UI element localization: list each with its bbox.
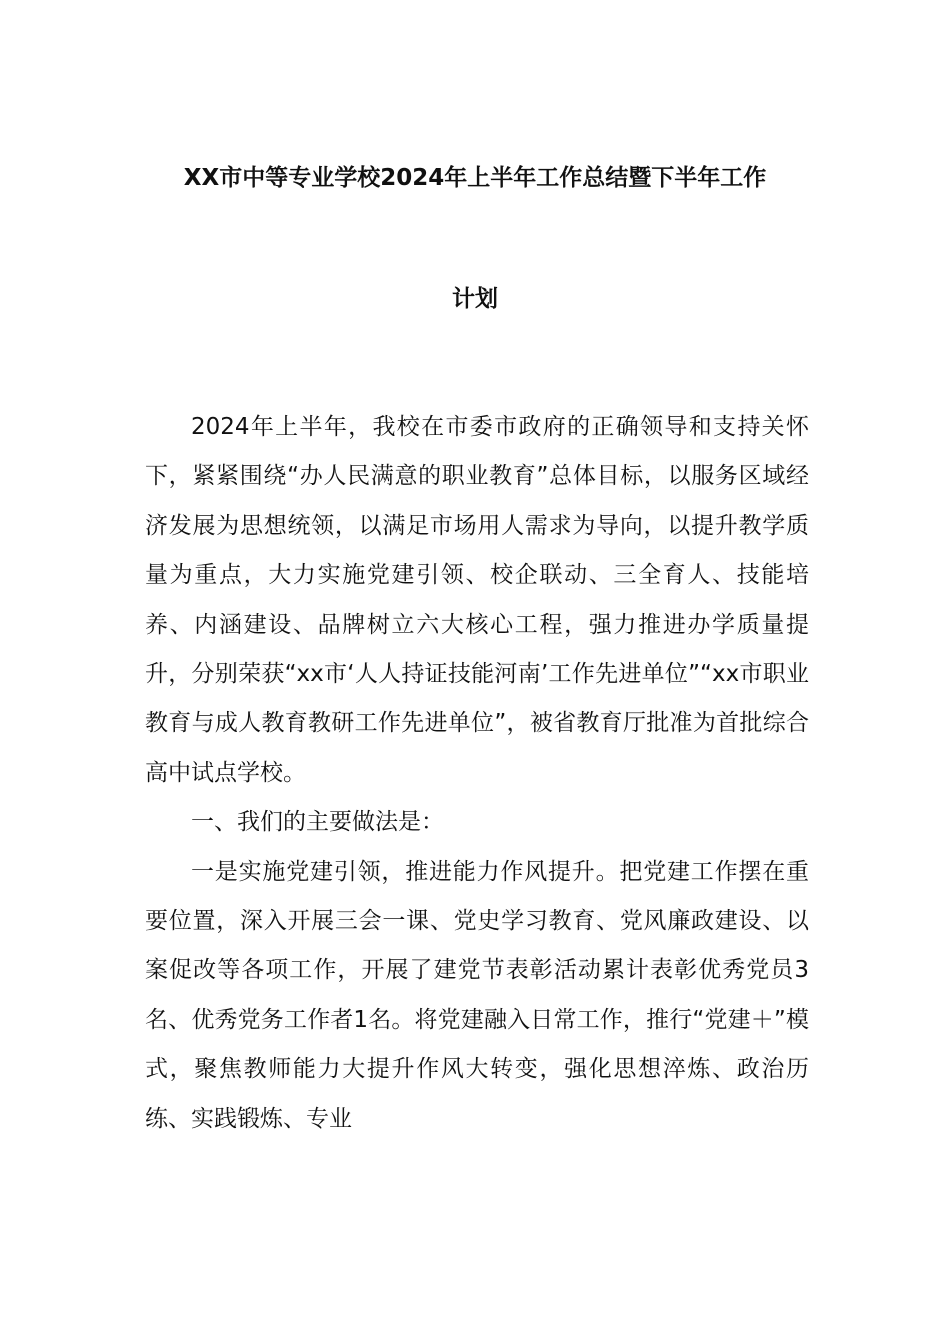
- document-title-line-1: XX市中等专业学校2024年上半年工作总结暨下半年工作: [183, 165, 767, 191]
- paragraph-party-building: 一是实施党建引领，推进能力作风提升。把党建工作摆在重要位置，深入开展三会一课、党史学习教育、党风廉政建设、以案促改等各项工作，开展了建党节表彰活动累计表彰优秀党员3名、优秀党务工作者1名。将党建融入日常工作，推行“党建＋”模式，聚焦教师能力大提升作风大转变，强化思想淬炼、政治历练、实践锻炼、专业: [145, 858, 809, 1132]
- paragraph-intro: 2024年上半年，我校在市委市政府的正确领导和支持关怀下，紧紧围绕“办人民满意的职业教育”总体目标，以服务区域经济发展为思想统领，以满足市场用人需求为导向，以提升教学质量为重点，大力实施党建引领、校企联动、三全育人、技能培养、内涵建设、品牌树立六大核心工程，强力推进办学质量提升，分别荣获“xx市‘人人持证技能河南’工作先进单位”“xx市职业教育与成人教育教研工作先进单位”，被省教育厅批准为首批综合高中试点学校。: [145, 414, 809, 786]
- document-title-line-2: 计划: [452, 286, 498, 312]
- section-heading-main-practices: 一、我们的主要做法是：: [191, 809, 444, 836]
- document-body: [145, 403, 809, 1144]
